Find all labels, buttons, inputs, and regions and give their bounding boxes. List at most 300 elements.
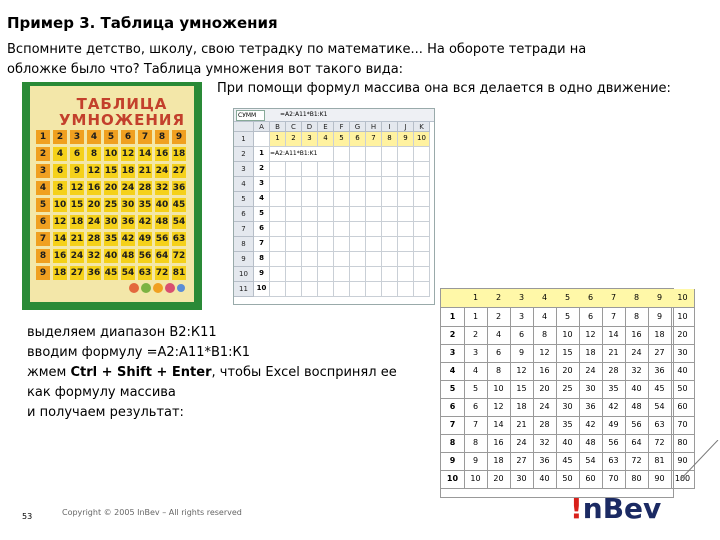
poster-cell: 72	[172, 251, 186, 261]
poster-cell: 12	[70, 183, 84, 193]
result-cell: 30	[510, 470, 534, 489]
result-cell: 9	[648, 308, 672, 327]
result-cell: 81	[648, 452, 672, 471]
grid-cell[interactable]	[254, 132, 270, 147]
result-cell: 56	[625, 416, 649, 435]
grid-cell[interactable]: 7	[366, 132, 382, 147]
grid-cell[interactable]	[302, 252, 318, 267]
intro-line-2: обложке было что? Таблица умножения вот такого вида:	[7, 62, 404, 77]
poster-cell: 9	[36, 266, 50, 280]
poster-cell: 36	[121, 217, 135, 227]
result-cell: 4	[464, 362, 488, 381]
grid-cell[interactable]	[382, 162, 398, 177]
grid-cell[interactable]	[398, 282, 414, 297]
poster-cell: 45	[104, 268, 118, 278]
grid-cell[interactable]	[398, 222, 414, 237]
grid-cell[interactable]	[334, 267, 350, 282]
grid-cell[interactable]	[318, 282, 334, 297]
result-cell: 2	[487, 308, 511, 327]
result-cell: 50	[556, 470, 580, 489]
result-cell: 36	[533, 452, 557, 471]
poster-cell: 30	[104, 217, 118, 227]
column-header[interactable]: B	[270, 122, 286, 132]
grid-cell[interactable]	[270, 237, 286, 252]
result-cell: 45	[648, 380, 672, 399]
result-cell: 24	[625, 344, 649, 363]
step-line-2: вводим формулу =А2:А11*В1:К1	[27, 345, 251, 360]
result-cell: 30	[671, 344, 695, 363]
poster-cell: 21	[70, 234, 84, 244]
result-cell: 12	[510, 362, 534, 381]
result-cell: 24	[510, 434, 534, 453]
grid-cell[interactable]	[382, 192, 398, 207]
poster-cell: 28	[87, 234, 101, 244]
result-cell: 18	[648, 326, 672, 345]
grid-cell[interactable]	[286, 162, 302, 177]
grid-cell[interactable]	[350, 207, 366, 222]
array-intro-text: При помощи формул массива она вся делается в одно движение:	[217, 81, 671, 96]
copyright: Copyright © 2005 InBev – All rights reserved	[62, 508, 242, 517]
grid-cell[interactable]: 4	[254, 192, 270, 207]
result-cell: 50	[671, 380, 695, 399]
grid-cell[interactable]	[382, 147, 398, 162]
result-cell: 28	[533, 416, 557, 435]
grid-cell[interactable]	[334, 237, 350, 252]
slide-number: 53	[22, 512, 33, 521]
result-row-label: 10	[441, 470, 465, 489]
poster-cell: 8	[155, 130, 169, 144]
poster-cell: 27	[172, 166, 186, 176]
result-table	[440, 288, 691, 498]
column-header[interactable]: J	[398, 122, 414, 132]
step-line-3-suffix: , чтобы Excel воспринял ее	[211, 365, 397, 380]
grid-cell[interactable]	[302, 192, 318, 207]
result-cell: 16	[625, 326, 649, 345]
row-header[interactable]: 2	[234, 147, 254, 162]
poster-cell: 42	[138, 217, 152, 227]
poster-cell: 30	[121, 200, 135, 210]
result-cell: 14	[487, 416, 511, 435]
row-header[interactable]: 10	[234, 267, 254, 282]
result-cell: 54	[648, 398, 672, 417]
grid-cell[interactable]	[366, 237, 382, 252]
grid-cell[interactable]	[414, 162, 430, 177]
row-header[interactable]: 6	[234, 207, 254, 222]
result-cell: 60	[671, 398, 695, 417]
result-header-cell: 2	[487, 289, 511, 308]
row-header[interactable]: 8	[234, 237, 254, 252]
result-cell: 48	[625, 398, 649, 417]
poster-cell: 14	[53, 234, 67, 244]
column-header[interactable]: C	[286, 122, 302, 132]
grid-cell[interactable]	[334, 177, 350, 192]
grid-cell[interactable]	[350, 267, 366, 282]
grid-cell[interactable]: 9	[254, 267, 270, 282]
row-header[interactable]: 11	[234, 282, 254, 297]
grid-cell[interactable]	[414, 237, 430, 252]
result-row-label: 2	[441, 326, 465, 345]
grid-cell[interactable]	[302, 282, 318, 297]
grid-cell[interactable]	[398, 177, 414, 192]
result-cell: 24	[533, 398, 557, 417]
grid-cell[interactable]: 5	[334, 132, 350, 147]
grid-cell[interactable]	[318, 237, 334, 252]
grid-cell[interactable]	[382, 252, 398, 267]
result-cell: 14	[602, 326, 626, 345]
formula-bar-text: =A2:A11*B1:K1	[280, 111, 328, 118]
result-cell: 28	[602, 362, 626, 381]
poster-cell: 8	[36, 249, 50, 263]
grid-cell[interactable]	[366, 147, 382, 162]
column-header[interactable]: A	[254, 122, 270, 132]
grid-cell[interactable]	[318, 267, 334, 282]
grid-cell[interactable]	[366, 222, 382, 237]
poster-cell: 64	[155, 251, 169, 261]
grid-cell[interactable]	[414, 192, 430, 207]
poster-cell: 48	[121, 251, 135, 261]
poster-title-line-1: ТАБЛИЦА	[76, 95, 168, 113]
poster-cell: 6	[70, 147, 84, 161]
result-cell: 6	[464, 398, 488, 417]
grid-cell[interactable]	[398, 237, 414, 252]
grid-cell[interactable]: 2	[286, 132, 302, 147]
result-cell: 35	[556, 416, 580, 435]
grid-cell[interactable]: 6	[254, 222, 270, 237]
result-row-label: 5	[441, 380, 465, 399]
grid-cell[interactable]	[318, 162, 334, 177]
grid-cell[interactable]	[270, 177, 286, 192]
result-cell: 5	[556, 308, 580, 327]
result-header-cell: 1	[464, 289, 488, 308]
poster-cell: 40	[104, 251, 118, 261]
result-header-cell: 6	[579, 289, 603, 308]
grid-cell[interactable]	[350, 252, 366, 267]
result-cell: 15	[556, 344, 580, 363]
grid-cell[interactable]	[382, 267, 398, 282]
grid-cell[interactable]	[302, 222, 318, 237]
poster-cell: 24	[155, 166, 169, 176]
grid-cell[interactable]	[286, 282, 302, 297]
poster-cell: 63	[172, 234, 186, 244]
grid-cell[interactable]	[318, 207, 334, 222]
grid-cell[interactable]	[382, 177, 398, 192]
grid-cell[interactable]	[398, 192, 414, 207]
column-header[interactable]: G	[350, 122, 366, 132]
grid-cell[interactable]: 1	[270, 132, 286, 147]
grid-cell[interactable]	[366, 192, 382, 207]
grid-cell[interactable]	[286, 207, 302, 222]
grid-cell[interactable]	[398, 162, 414, 177]
poster-cell: 16	[53, 251, 67, 261]
grid-cell[interactable]	[318, 222, 334, 237]
poster-cell: 24	[87, 217, 101, 227]
grid-cell[interactable]	[286, 252, 302, 267]
grid-cell[interactable]	[334, 252, 350, 267]
poster-cell: 21	[138, 166, 152, 176]
grid-cell[interactable]	[302, 177, 318, 192]
result-cell: 18	[579, 344, 603, 363]
result-header-cell: 7	[602, 289, 626, 308]
row-header[interactable]: 7	[234, 222, 254, 237]
row-header[interactable]: 3	[234, 162, 254, 177]
grid-cell[interactable]	[270, 252, 286, 267]
result-cell: 42	[602, 398, 626, 417]
result-cell: 90	[648, 470, 672, 489]
result-row-label: 9	[441, 452, 465, 471]
intro-line-1: Вспомните детство, школу, свою тетрадку по математике... На обороте тетради на	[7, 42, 587, 57]
poster-cell: 2	[53, 130, 67, 144]
step-line-3	[27, 363, 437, 383]
grid-cell[interactable]	[286, 267, 302, 282]
grid-cell[interactable]: 7	[254, 237, 270, 252]
result-cell: 21	[602, 344, 626, 363]
grid-cell[interactable]	[334, 207, 350, 222]
result-cell: 32	[533, 434, 557, 453]
grid-cell[interactable]	[414, 267, 430, 282]
grid-cell[interactable]	[414, 222, 430, 237]
grid-cell[interactable]: 5	[254, 207, 270, 222]
grid-cell[interactable]: 8	[254, 252, 270, 267]
shortcut-keys: Ctrl + Shift + Enter	[70, 365, 212, 380]
result-cell: 3	[510, 308, 534, 327]
result-cell: 8	[533, 326, 557, 345]
grid-cell[interactable]	[350, 147, 366, 162]
poster-cell: 5	[36, 198, 50, 212]
result-cell: 20	[671, 326, 695, 345]
result-cell: 1	[464, 308, 488, 327]
grid-cell[interactable]	[366, 282, 382, 297]
grid-cell[interactable]: 2	[254, 162, 270, 177]
poster-cell: 54	[121, 268, 135, 278]
grid-cell[interactable]	[302, 237, 318, 252]
grid-cell[interactable]	[414, 207, 430, 222]
result-cell: 5	[464, 380, 488, 399]
result-cell: 8	[487, 362, 511, 381]
grid-cell[interactable]	[270, 222, 286, 237]
poster-cell: 9	[70, 164, 84, 178]
grid-cell[interactable]	[382, 282, 398, 297]
poster-cell: 45	[172, 200, 186, 210]
step-line-4: как формулу массива	[27, 385, 176, 400]
result-cell: 16	[533, 362, 557, 381]
grid-cell[interactable]	[334, 147, 350, 162]
grid-cell[interactable]	[270, 162, 286, 177]
grid-cell[interactable]	[366, 162, 382, 177]
grid-cell[interactable]	[382, 237, 398, 252]
grid-cell[interactable]	[382, 222, 398, 237]
result-row-label: 6	[441, 398, 465, 417]
result-cell: 27	[648, 344, 672, 363]
poster-cell: 14	[138, 149, 152, 159]
column-header[interactable]: D	[302, 122, 318, 132]
result-cell: 54	[579, 452, 603, 471]
grid-cell[interactable]	[398, 147, 414, 162]
grid-cell[interactable]	[398, 252, 414, 267]
grid-cell[interactable]: 1	[254, 147, 270, 162]
result-cell: 40	[671, 362, 695, 381]
grid-cell[interactable]: 6	[350, 132, 366, 147]
result-cell: 16	[487, 434, 511, 453]
result-cell: 63	[602, 452, 626, 471]
grid-cell[interactable]: 9	[398, 132, 414, 147]
poster-cell: 18	[172, 149, 186, 159]
poster-cell: 10	[104, 149, 118, 159]
row-header[interactable]: 1	[234, 132, 254, 147]
grid-cell[interactable]: 4	[318, 132, 334, 147]
result-cell: 6	[579, 308, 603, 327]
grid-cell[interactable]	[350, 282, 366, 297]
grid-cell[interactable]	[414, 252, 430, 267]
result-cell: 40	[556, 434, 580, 453]
result-cell: 30	[556, 398, 580, 417]
column-header[interactable]: H	[366, 122, 382, 132]
grid-corner[interactable]	[234, 122, 254, 132]
result-header-cell: 4	[533, 289, 557, 308]
grid-cell[interactable]	[382, 207, 398, 222]
poster-cell: 54	[172, 217, 186, 227]
grid-cell[interactable]: 8	[382, 132, 398, 147]
grid-cell[interactable]	[366, 267, 382, 282]
grid-cell[interactable]	[414, 282, 430, 297]
result-cell: 49	[602, 416, 626, 435]
result-cell: 48	[579, 434, 603, 453]
grid-cell[interactable]	[414, 147, 430, 162]
poster-cell: 81	[172, 268, 186, 278]
poster-cell: 15	[70, 200, 84, 210]
column-header[interactable]: E	[318, 122, 334, 132]
row-header[interactable]: 9	[234, 252, 254, 267]
result-cell: 7	[464, 416, 488, 435]
result-cell: 4	[533, 308, 557, 327]
result-row-label: 3	[441, 344, 465, 363]
poster-cell: 35	[104, 234, 118, 244]
grid-cell[interactable]	[334, 222, 350, 237]
grid-cell[interactable]	[398, 207, 414, 222]
result-cell: 63	[648, 416, 672, 435]
excel-screenshot	[233, 108, 435, 305]
grid-cell[interactable]	[366, 207, 382, 222]
poster-cell: 7	[36, 232, 50, 246]
formula-cell[interactable]: =A2:A11*B1:K1	[270, 147, 334, 162]
column-header[interactable]: F	[334, 122, 350, 132]
grid-cell[interactable]	[270, 207, 286, 222]
result-row-label: 7	[441, 416, 465, 435]
grid-cell[interactable]: 3	[254, 177, 270, 192]
result-cell: 35	[602, 380, 626, 399]
inbev-logo	[570, 492, 661, 525]
result-corner-cell	[441, 289, 465, 308]
grid-cell[interactable]	[318, 177, 334, 192]
slide-title: Пример 3. Таблица умножения	[7, 14, 278, 32]
poster-cell: 18	[53, 268, 67, 278]
result-cell: 45	[556, 452, 580, 471]
grid-cell[interactable]	[366, 252, 382, 267]
result-cell: 4	[487, 326, 511, 345]
result-header-cell: 8	[625, 289, 649, 308]
result-cell: 25	[556, 380, 580, 399]
grid-cell[interactable]	[286, 177, 302, 192]
poster-cell: 16	[155, 149, 169, 159]
result-cell: 80	[671, 434, 695, 453]
grid-cell[interactable]	[350, 177, 366, 192]
logo-text: nBev	[582, 492, 662, 525]
poster-cell: 63	[138, 268, 152, 278]
grid-cell[interactable]	[350, 162, 366, 177]
result-cell: 42	[579, 416, 603, 435]
poster-cell: 27	[70, 268, 84, 278]
poster-cell: 56	[155, 234, 169, 244]
grid-cell[interactable]	[350, 192, 366, 207]
grid-cell[interactable]	[286, 222, 302, 237]
grid-cell[interactable]	[318, 252, 334, 267]
row-header[interactable]: 4	[234, 177, 254, 192]
grid-cell[interactable]	[286, 192, 302, 207]
result-cell: 72	[648, 434, 672, 453]
grid-cell[interactable]	[286, 237, 302, 252]
poster-cell: 20	[104, 183, 118, 193]
result-header-cell: 10	[671, 289, 695, 308]
decorative-line	[680, 440, 720, 500]
result-cell: 56	[602, 434, 626, 453]
formula-bar	[234, 109, 434, 122]
name-box: СУММ	[236, 110, 265, 121]
grid-cell[interactable]	[270, 267, 286, 282]
grid-cell[interactable]	[302, 267, 318, 282]
step-line-1: выделяем диапазон В2:К11	[27, 325, 217, 340]
row-header[interactable]: 5	[234, 192, 254, 207]
result-row-label: 8	[441, 434, 465, 453]
grid-cell[interactable]: 10	[254, 282, 270, 297]
poster-cell: 6	[36, 215, 50, 229]
result-cell: 27	[510, 452, 534, 471]
grid-cell[interactable]	[302, 162, 318, 177]
grid-cell[interactable]	[350, 222, 366, 237]
result-cell: 10	[671, 308, 695, 327]
grid-cell[interactable]	[350, 237, 366, 252]
grid-cell[interactable]	[334, 192, 350, 207]
grid-cell[interactable]	[398, 267, 414, 282]
result-cell: 60	[579, 470, 603, 489]
grid-cell[interactable]: 3	[302, 132, 318, 147]
result-cell: 6	[510, 326, 534, 345]
poster-cell: 32	[155, 183, 169, 193]
grid-cell[interactable]	[334, 162, 350, 177]
poster-cell: 24	[121, 183, 135, 193]
grid-cell[interactable]	[414, 177, 430, 192]
result-cell: 9	[464, 452, 488, 471]
grid-cell[interactable]	[318, 192, 334, 207]
grid-cell[interactable]	[366, 177, 382, 192]
result-cell: 6	[487, 344, 511, 363]
grid-cell[interactable]	[302, 207, 318, 222]
result-cell: 12	[579, 326, 603, 345]
grid-cell[interactable]: 10	[414, 132, 430, 147]
result-header-cell: 9	[648, 289, 672, 308]
grid-cell[interactable]	[334, 282, 350, 297]
result-cell: 24	[579, 362, 603, 381]
column-header[interactable]: I	[382, 122, 398, 132]
poster-decoration-icon	[128, 282, 186, 294]
result-cell: 15	[510, 380, 534, 399]
poster-cell: 3	[36, 164, 50, 178]
result-cell: 20	[487, 470, 511, 489]
result-cell: 7	[602, 308, 626, 327]
column-header[interactable]: K	[414, 122, 430, 132]
poster-cell: 18	[121, 166, 135, 176]
grid-cell[interactable]	[270, 282, 286, 297]
poster-cell: 72	[155, 268, 169, 278]
grid-cell[interactable]	[270, 192, 286, 207]
